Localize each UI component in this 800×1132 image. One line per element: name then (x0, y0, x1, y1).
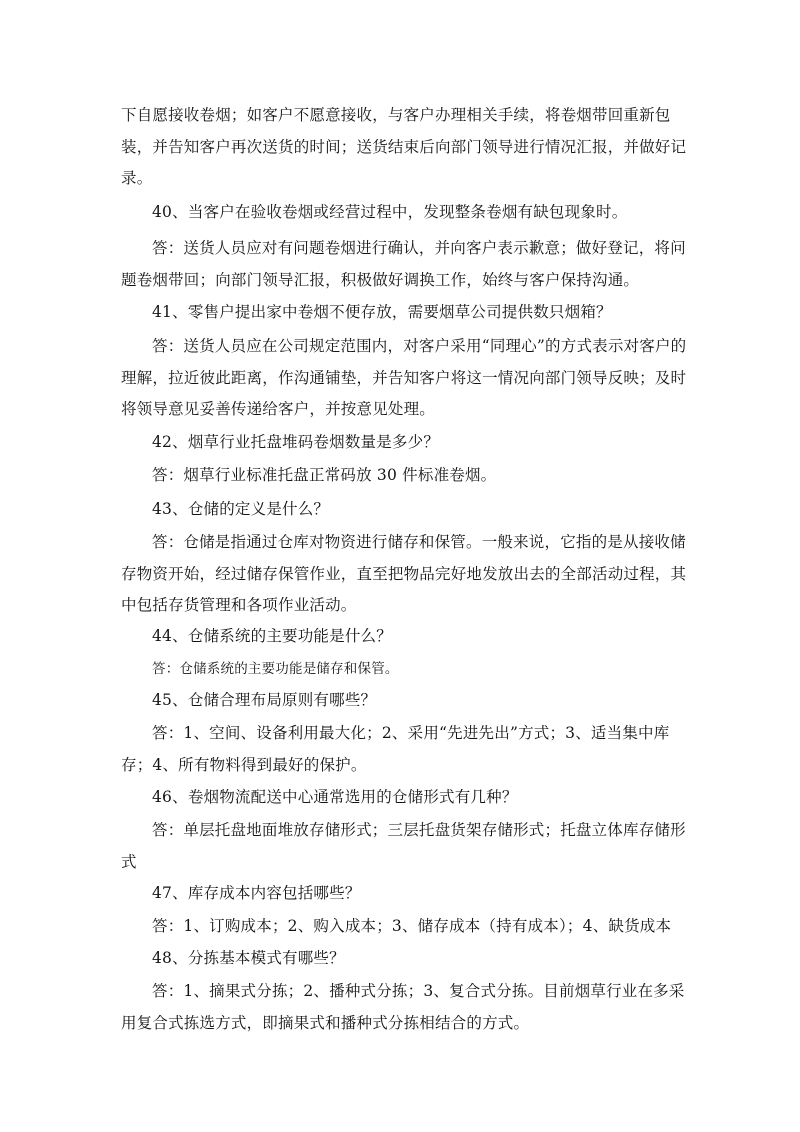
answer-42: 答：烟草行业标准托盘正常码放 30 件标准卷烟。 (152, 466, 497, 484)
paragraph-continuation: 下自愿接收卷烟；如客户不愿意接收，与客户办理相关手续，将卷烟带回重新包装，并告知客户再次送货的时间；送货结束后向部门领导进行情况汇报，并做好记录。 (121, 106, 687, 187)
answer-46: 答：单层托盘地面堆放存储形式；三层托盘货架存储形式；托盘立体库存储形式 (121, 821, 686, 871)
answer-45: 答：1、空间、设备利用最大化；2、采用“先进先出”方式；3、适当集中库存；4、所有物料得到最好的保护。 (121, 724, 670, 774)
question-44: 44、仓储系统的主要功能是什么？ (152, 627, 392, 645)
question-42: 42、烟草行业托盘堆码卷烟数量是多少？ (152, 433, 440, 451)
answer-47: 答：1、订购成本；2、购入成本；3、储存成本（持有成本）；4、缺货成本 (152, 917, 672, 935)
question-40: 40、当客户在验收卷烟或经营过程中，发现整条卷烟有缺包现象时。 (152, 203, 628, 221)
answer-40: 答：送货人员应对有问题卷烟进行确认，并向客户表示歉意；做好登记，将问题卷烟带回；向部门领导汇报，积极做好调换工作，始终与客户保持沟通。 (121, 239, 686, 289)
question-47: 47、库存成本内容包括哪些？ (152, 884, 361, 902)
answer-48: 答：1、摘果式分拣；2、播种式分拣；3、复合式分拣。目前烟草行业在多采用复合式拣选方式，即摘果式和播种式分拣相结合的方式。 (121, 982, 685, 1032)
answer-41: 答：送货人员应在公司规定范围内，对客户采用“同理心”的方式表示对客户的理解，拉近彼此距离，作沟通铺垫，并告知客户将这一情况向部门领导反映；及时将领导意见妥善传递给客户，并按意见处理。 (121, 337, 687, 418)
answer-44: 答：仓储系统的主要功能是储存和保管。 (152, 661, 399, 677)
question-48: 48、分拣基本模式有哪些？ (152, 949, 345, 967)
question-41: 41、零售户提出家中卷烟不便存放，需要烟草公司提供数只烟箱？ (152, 303, 612, 321)
question-43: 43、仓储的定义是什么？ (152, 500, 330, 518)
question-45: 45、仓储合理布局原则有哪些？ (152, 691, 377, 709)
question-46: 46、卷烟物流配送中心通常选用的仓储形式有几种？ (152, 788, 518, 806)
answer-43: 答：仓储是指通过仓库对物资进行储存和保管。一般来说，它指的是从接收储存物资开始，经过储存保管作业，直至把物品完好地发放出去的全部活动过程，其中包括存货管理和各项作业活动。 (121, 533, 687, 614)
